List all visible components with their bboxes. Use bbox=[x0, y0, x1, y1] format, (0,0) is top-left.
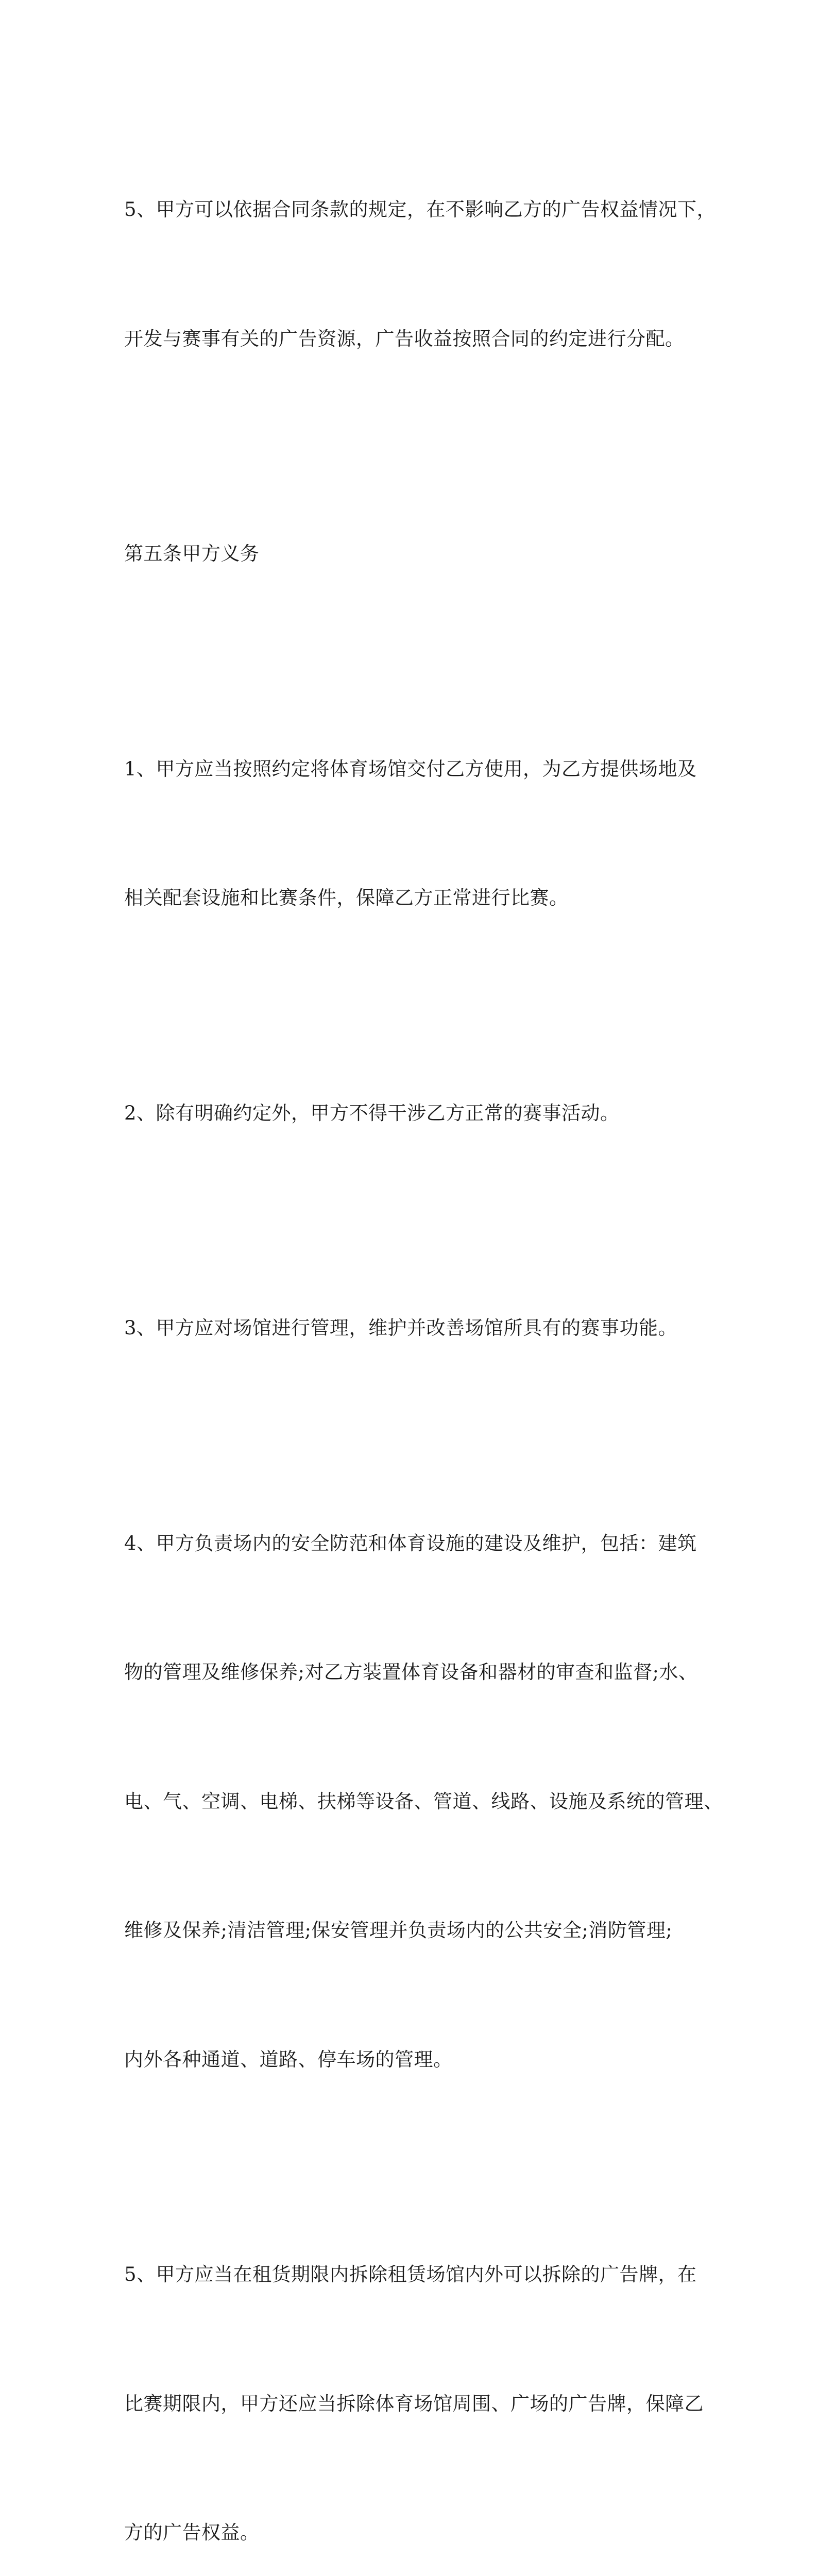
text-line: 内外各种通道、道路、停车场的管理。 bbox=[124, 2048, 453, 2071]
text-line: 开发与赛事有关的广告资源，广告收益按照合同的约定进行分配。 bbox=[124, 327, 685, 350]
text-line: 4、甲方负责场内的安全防范和体育设施的建设及维护，包括：建筑 bbox=[124, 1532, 697, 1554]
text-line: 比赛期限内，甲方还应当拆除体育场馆周围、广场的广告牌，保障乙 bbox=[124, 2392, 704, 2415]
text-line: 方的广告权益。 bbox=[124, 2521, 260, 2544]
document-body bbox=[124, 102, 723, 2576]
text-line: 5、甲方应当在租货期限内拆除租赁场馆内外可以拆除的广告牌，在 bbox=[124, 2263, 697, 2285]
obligation-2 bbox=[124, 1006, 701, 1221]
text-line: 3、甲方应对场馆进行管理，维护并改善场馆所具有的赛事功能。 bbox=[124, 1317, 678, 1339]
obligation-5 bbox=[124, 2167, 704, 2576]
text-line: 电、气、空调、电梯、扶梯等设备、管道、线路、设施及系统的管理、 bbox=[124, 1790, 723, 1812]
text-line: 5、甲方可以依据合同条款的规定，在不影响乙方的广告权益情况下， bbox=[124, 198, 717, 221]
obligation-1 bbox=[124, 662, 701, 1006]
text-line: 相关配套设施和比赛条件，保障乙方正常进行比赛。 bbox=[124, 887, 569, 909]
text-line: 1、甲方应当按照约定将体育场馆交付乙方使用，为乙方提供场地及 bbox=[124, 757, 697, 780]
text-line: 维修及保养;清洁管理;保安管理并负责场内的公共安全;消防管理; bbox=[124, 1919, 673, 1941]
heading-text: 第五条甲方义务 bbox=[124, 543, 260, 565]
obligation-4 bbox=[124, 1436, 723, 2167]
article-5-heading bbox=[124, 446, 701, 662]
text-line: 物的管理及维修保养;对乙方装置体育设备和器材的审查和监督;水、 bbox=[124, 1661, 698, 1683]
clause-5-advertising-development bbox=[124, 102, 717, 446]
obligation-3 bbox=[124, 1221, 701, 1436]
text-line: 2、除有明确约定外，甲方不得干涉乙方正常的赛事活动。 bbox=[124, 1101, 620, 1124]
